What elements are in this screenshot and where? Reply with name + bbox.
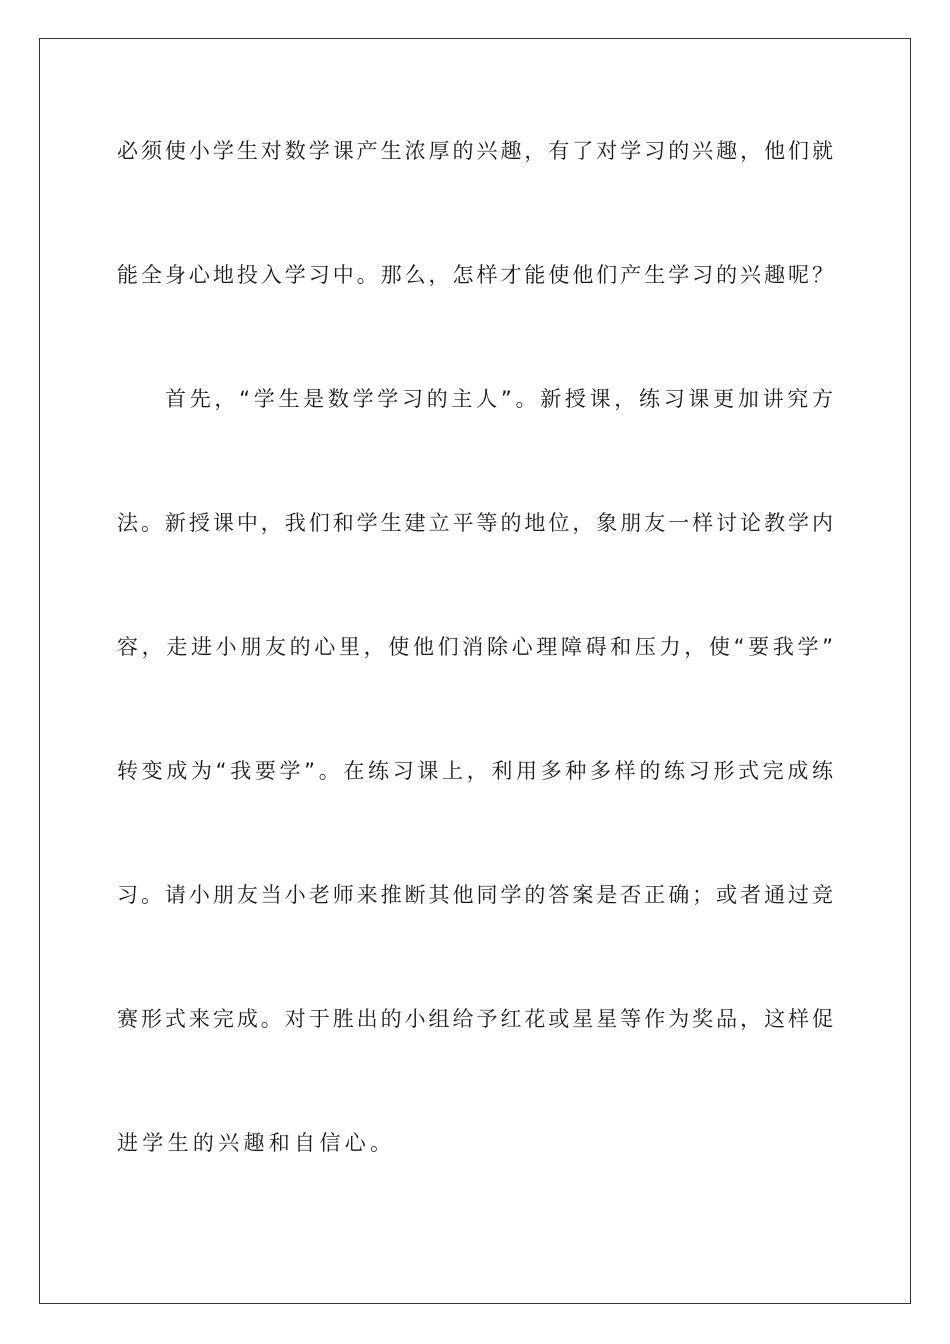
paragraph-line: 法。新授课中，我们和学生建立平等的地位，象朋友一样讨论教学内	[117, 511, 833, 535]
paragraph-line: 进学生的兴趣和自信心。	[117, 1131, 396, 1155]
paragraph-line: 习。请小朋友当小老师来推断其他同学的答案是否正确；或者通过竞	[117, 883, 833, 907]
paragraph-line: 首先，“学生是数学学习的主人”。新授课，练习课更加讲究方	[165, 387, 833, 411]
paragraph-line: 能全身心地投入学习中。那么，怎样才能使他们产生学习的兴趣呢？	[117, 263, 833, 287]
paragraph-line: 容，走进小朋友的心里，使他们消除心理障碍和压力，使“要我学”	[117, 635, 833, 659]
paragraph-line: 赛形式来完成。对于胜出的小组给予红花或星星等作为奖品，这样促	[117, 1007, 833, 1031]
paragraph-line: 转变成为“我要学”。在练习课上，利用多种多样的练习形式完成练	[117, 759, 833, 783]
page-border	[39, 38, 911, 1304]
paragraph-line: 必须使小学生对数学课产生浓厚的兴趣，有了对学习的兴趣，他们就	[117, 139, 833, 163]
